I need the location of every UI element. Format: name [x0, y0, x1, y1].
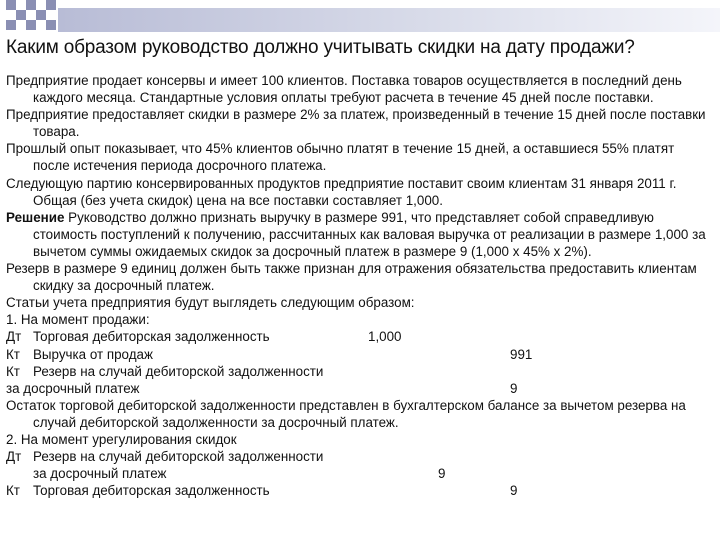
header-bar: [58, 8, 720, 32]
entry-credit: 9: [510, 380, 518, 396]
entry-row: [6, 482, 712, 499]
step-1-heading: 1. На момент продажи:: [6, 312, 150, 328]
entry-account: Резерв на случай дебиторской задолженности: [33, 449, 324, 465]
paragraph-next-delivery: Следующую партию консервированных продуктов предприятие поставит своим клиентам 31 января 2011 г. Общая (без учета скидок) цена на все поставки составляет 1,000.: [6, 175, 677, 208]
slide-title: Каким образом руководство должно учитывать скидки на дату продажи?: [6, 37, 635, 58]
slide-body: [6, 72, 712, 499]
entry-account: за досрочный платеж: [33, 466, 167, 482]
paragraph-discount: Предприятие предоставляет скидки в размере 2% за платеж, произведенный в течение 15 дней после поставки товара.: [6, 107, 706, 140]
entry-side: Дт: [6, 329, 22, 345]
entry-row: [6, 346, 712, 363]
entry-debit: 1,000: [368, 329, 402, 345]
paragraph-reserve: Резерв в размере 9 единиц должен быть также признан для отражения обязательства предоставить клиентам скидку за досрочный платеж.: [6, 261, 697, 294]
corner-decoration: [0, 0, 60, 34]
entry-credit: 991: [510, 346, 533, 362]
entry-account: Торговая дебиторская задолженность: [33, 483, 270, 499]
paragraph-entries-intro: Статьи учета предприятия будут выглядеть следующим образом:: [6, 295, 415, 311]
entry-row: [6, 328, 712, 345]
entry-account: Торговая дебиторская задолженность: [33, 329, 270, 345]
entry-credit: 9: [510, 483, 518, 499]
entry-side: Кт: [6, 483, 20, 499]
entry-row: [6, 380, 712, 397]
paragraph-solution: [6, 209, 712, 260]
entry-account: Выручка от продаж: [33, 346, 153, 362]
entry-debit: 9: [438, 466, 446, 482]
entry-account: Резерв на случай дебиторской задолженности: [33, 363, 324, 379]
paragraph-intro: Предприятие продает консервы и имеет 100 клиентов. Поставка товаров осуществляется в последний день каждого месяца. Стандартные условия оплаты требуют расчета в течение 45 дней после поставки.: [6, 73, 682, 106]
entry-row: [6, 465, 712, 482]
entry-side: Дт: [6, 449, 22, 465]
entry-row: [6, 363, 712, 380]
step-2-heading: 2. На момент урегулирования скидок: [6, 431, 237, 447]
paragraph-balance-note: Остаток торговой дебиторской задолженности представлен в бухгалтерском балансе за вычетом резерва на случай дебиторской задолженности за досрочный платеж.: [6, 397, 686, 430]
solution-text: Руководство должно признать выручку в размере 991, что представляет собой справедливую стоимость поступлений к получению, рассчитанных как валовая выручка от реализации в размере 1,000 за вычетом суммы ожидаемых скидок за досрочный платеж в размере 9 (1,000 x 45% x 2%).: [33, 209, 706, 259]
solution-label: Решение: [6, 209, 65, 225]
entry-side: Кт: [6, 363, 20, 379]
entry-side: Кт: [6, 346, 20, 362]
paragraph-history: Прошлый опыт показывает, что 45% клиентов обычно платят в течение 15 дней, а оставшиеся 55% платят после истечения периода досрочного платежа.: [6, 141, 675, 174]
entry-row: [6, 448, 712, 465]
entry-account: за досрочный платеж: [6, 380, 140, 396]
